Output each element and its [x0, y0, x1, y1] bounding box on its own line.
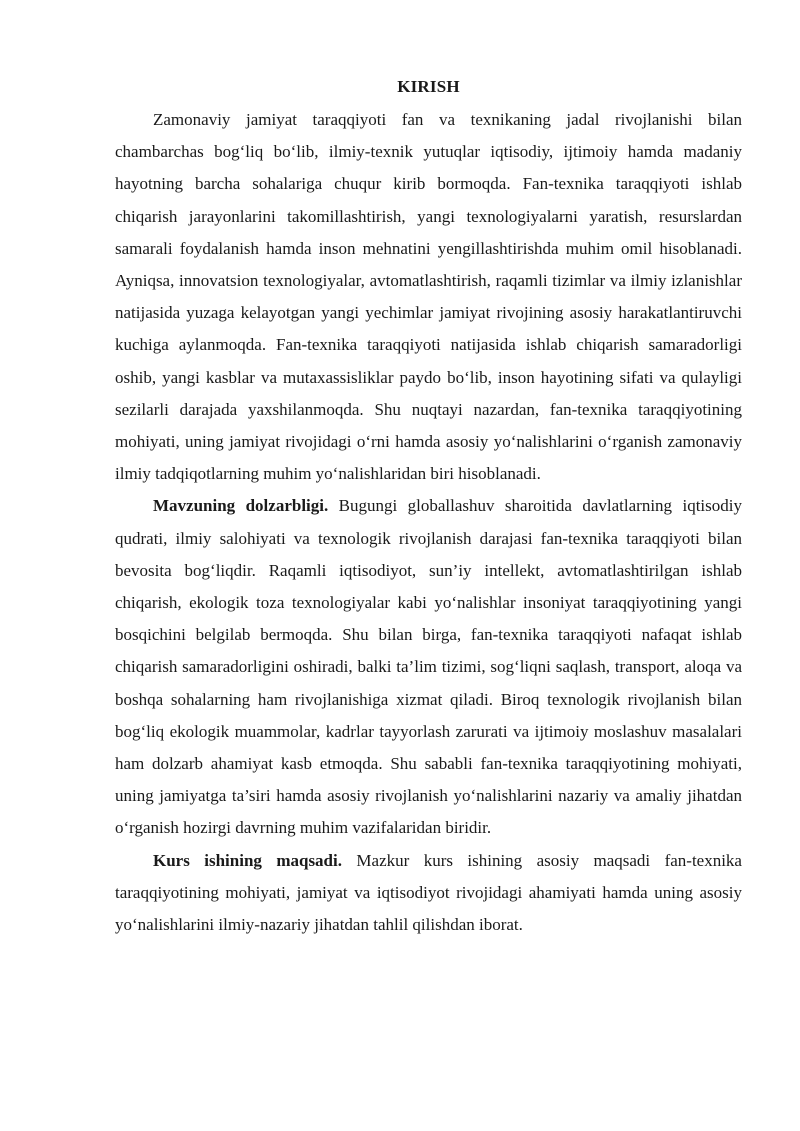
- paragraph-goal: [115, 845, 742, 942]
- paragraph-intro-text: Zamonaviy jamiyat taraqqiyoti fan va texnikaning jadal rivojlanishi bilan chambarchas bog‘liq bo‘lib, ilmiy-texnik yutuqlar iqtisodiy, ijtimoiy hamda madaniy hayotning barcha sohalariga chuqur kirib bormoqda. Fan-texnika taraqqiyoti ishlab chiqarish jarayonlarini takomillashtirish, yangi texnologiyalarni yaratish, resurslardan samarali foydalanish hamda inson mehnatini yengillashtirishda muhim omil hisoblanadi. Ayniqsa, innovatsion texnologiyalar, avtomatlashtirish, raqamli tizimlar va ilmiy izlanishlar natijasida yuzaga kelayotgan yangi yechimlar jamiyat rivojining asosiy harakatlantiruvchi kuchiga aylanmoqda. Fan-texnika taraqqiyoti natijasida ishlab chiqarish samaradorligi oshib, yangi kasblar va mutaxassisliklar paydo bo‘lib, inson hayotining sifati va qulayligi sezilarli darajada yaxshilanmoqda. Shu nuqtayi nazardan, fan-texnika taraqqiyotining mohiyati, uning jamiyat rivojidagi o‘rni hamda asosiy yo‘nalishlarini o‘rganish zamonaviy ilmiy tadqiqotlarning muhim yo‘nalishlaridan biri hisoblanadi.: [115, 110, 742, 484]
- document-body: [115, 74, 742, 941]
- paragraph-goal-lead: Kurs ishining maqsadi.: [153, 850, 342, 870]
- paragraph-relevance-lead: Mavzuning dolzarbligi.: [153, 496, 329, 516]
- paragraph-relevance: [115, 490, 742, 844]
- paragraph-intro: [115, 104, 742, 490]
- page-title: KIRISH: [397, 77, 460, 96]
- paragraph-relevance-text: Bugungi globallashuv sharoitida davlatlarning iqtisodiy qudrati, ilmiy salohiyati va texnologik rivojlanish darajasi fan-texnika taraqqiyoti bilan bevosita bog‘liqdir. Raqamli iqtisodiyot, sun’iy intellekt, avtomatlashtirilgan ishlab chiqarish, ekologik toza texnologiyalar kabi yo‘nalishlar insoniyat taraqqiyotining yangi bosqichini belgilab bermoqda. Shu bilan birga, fan-texnika taraqqiyoti nafaqat ishlab chiqarish samaradorligini oshiradi, balki ta’lim tizimi, sog‘liqni saqlash, transport, aloqa va boshqa sohalarning ham rivojlanishiga xizmat qiladi. Biroq texnologik rivojlanish bilan bog‘liq ekologik muammolar, kadrlar tayyorlash zarurati va ijtimoiy moslashuv masalalari ham dolzarb ahamiyat kasb etmoqda. Shu sababli fan-texnika taraqqiyotining mohiyati, uning jamiyatga ta’siri hamda asosiy rivojlanish yo‘nalishlarini nazariy va amaliy jihatdan o‘rganish hozirgi davrning muhim vazifalaridan biridir.: [115, 496, 742, 838]
- paragraph-goal-text: Mazkur kurs ishining asosiy maqsadi fan-texnika taraqqiyotining mohiyati, jamiyat va iqtisodiyot rivojidagi ahamiyati hamda uning asosiy yo‘nalishlarini ilmiy-nazariy jihatdan tahlil qilishdan iborat.: [115, 850, 742, 935]
